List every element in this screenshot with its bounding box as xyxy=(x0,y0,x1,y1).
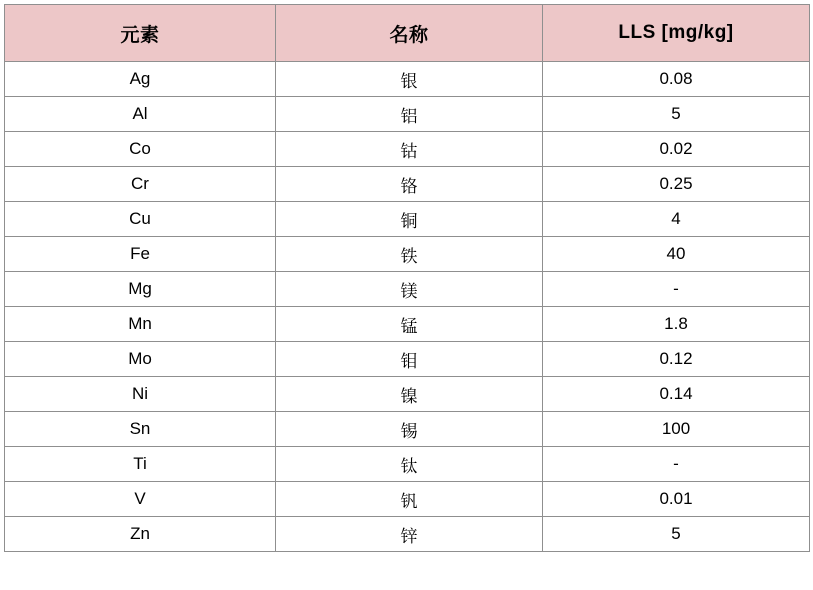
table-body xyxy=(5,62,810,552)
table-row xyxy=(5,62,810,97)
table-row xyxy=(5,307,810,342)
elements-lls-table xyxy=(4,4,810,552)
cell-element: Ag xyxy=(5,62,276,97)
table-row xyxy=(5,237,810,272)
cell-lls: 0.08 xyxy=(543,62,810,97)
cell-name: 锌 xyxy=(276,517,543,552)
cell-element: V xyxy=(5,482,276,517)
cell-name: 钴 xyxy=(276,132,543,167)
table-row xyxy=(5,167,810,202)
table-row xyxy=(5,202,810,237)
cell-name: 银 xyxy=(276,62,543,97)
cell-element: Sn xyxy=(5,412,276,447)
cell-lls: - xyxy=(543,272,810,307)
table-row xyxy=(5,482,810,517)
table-row xyxy=(5,447,810,482)
cell-element: Al xyxy=(5,97,276,132)
column-header-lls: LLS [mg/kg] xyxy=(543,5,810,62)
column-header-name: 名称 xyxy=(276,5,543,62)
cell-name: 铁 xyxy=(276,237,543,272)
cell-name: 钼 xyxy=(276,342,543,377)
cell-name: 镍 xyxy=(276,377,543,412)
cell-lls: 40 xyxy=(543,237,810,272)
cell-element: Mn xyxy=(5,307,276,342)
cell-element: Zn xyxy=(5,517,276,552)
cell-element: Ni xyxy=(5,377,276,412)
cell-element: Cr xyxy=(5,167,276,202)
cell-lls: 5 xyxy=(543,517,810,552)
table-row xyxy=(5,412,810,447)
cell-element: Mg xyxy=(5,272,276,307)
cell-lls: 0.12 xyxy=(543,342,810,377)
cell-name: 铜 xyxy=(276,202,543,237)
table-header xyxy=(5,5,810,62)
table-row xyxy=(5,377,810,412)
cell-element: Cu xyxy=(5,202,276,237)
cell-element: Co xyxy=(5,132,276,167)
cell-lls: 100 xyxy=(543,412,810,447)
cell-name: 钛 xyxy=(276,447,543,482)
table-row xyxy=(5,97,810,132)
column-header-element: 元素 xyxy=(5,5,276,62)
cell-name: 钒 xyxy=(276,482,543,517)
cell-element: Ti xyxy=(5,447,276,482)
cell-lls: 1.8 xyxy=(543,307,810,342)
cell-lls: 5 xyxy=(543,97,810,132)
cell-lls: 0.01 xyxy=(543,482,810,517)
cell-name: 锡 xyxy=(276,412,543,447)
cell-lls: - xyxy=(543,447,810,482)
table-row xyxy=(5,342,810,377)
cell-element: Fe xyxy=(5,237,276,272)
table-row xyxy=(5,132,810,167)
cell-lls: 0.14 xyxy=(543,377,810,412)
cell-lls: 0.25 xyxy=(543,167,810,202)
cell-name: 镁 xyxy=(276,272,543,307)
table-header-row xyxy=(5,5,810,62)
cell-name: 铬 xyxy=(276,167,543,202)
cell-name: 锰 xyxy=(276,307,543,342)
cell-element: Mo xyxy=(5,342,276,377)
cell-lls: 4 xyxy=(543,202,810,237)
table-row xyxy=(5,517,810,552)
cell-name: 铝 xyxy=(276,97,543,132)
table-row xyxy=(5,272,810,307)
cell-lls: 0.02 xyxy=(543,132,810,167)
